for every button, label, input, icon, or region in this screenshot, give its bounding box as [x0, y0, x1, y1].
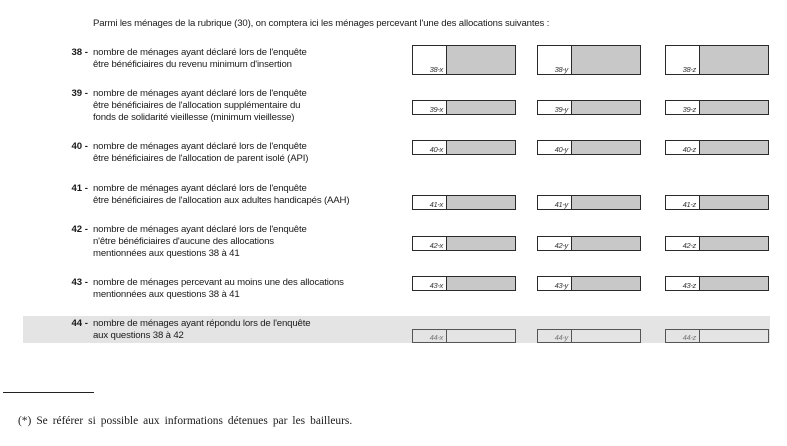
- field-code: 42-x: [429, 241, 443, 250]
- question-number: 39 -: [71, 88, 88, 99]
- input-field-38-x[interactable]: [412, 45, 516, 75]
- field-code-cell: [538, 277, 572, 290]
- question-line: nombre de ménages ayant répondu lors de l'enquête: [93, 318, 311, 329]
- question-number: 43 -: [71, 277, 88, 288]
- question-line: fonds de solidarité vieillesse (minimum vieillesse): [93, 111, 295, 123]
- field-code: 43-z: [682, 281, 696, 290]
- field-code-cell: [538, 101, 572, 114]
- input-field-41-x[interactable]: [412, 195, 516, 210]
- input-field-42-z[interactable]: [665, 236, 769, 251]
- field-code: 41-x: [429, 200, 443, 209]
- field-code: 43-x: [429, 281, 443, 290]
- field-code-cell: [538, 196, 572, 209]
- input-field-41-y[interactable]: [537, 195, 641, 210]
- question-line: n'être bénéficiaires d'aucune des allocations: [93, 235, 274, 247]
- question-number: 42 -: [71, 224, 88, 235]
- field-code-cell: [538, 330, 572, 342]
- question-line: être bénéficiaires de l'allocation supplémentaire du: [93, 99, 301, 111]
- input-field-42-y[interactable]: [537, 236, 641, 251]
- field-code: 39-x: [429, 105, 443, 114]
- question-text: [93, 318, 310, 342]
- field-code: 38-y: [554, 65, 568, 74]
- field-code: 42-z: [682, 241, 696, 250]
- input-field-38-z[interactable]: [665, 45, 769, 75]
- input-field-41-z[interactable]: [665, 195, 769, 210]
- field-code-cell: [413, 101, 447, 114]
- field-code: 40-y: [554, 145, 568, 154]
- question-line: mentionnées aux questions 38 à 41: [93, 247, 240, 259]
- field-code: 44-z: [682, 333, 696, 342]
- field-code-cell: [666, 277, 700, 290]
- field-code: 42-y: [554, 241, 568, 250]
- question-text: [93, 224, 307, 259]
- input-field-44-y[interactable]: [537, 329, 641, 343]
- question-text: [93, 277, 344, 301]
- question-text: [93, 47, 307, 71]
- field-code-cell: [666, 196, 700, 209]
- field-code: 40-x: [429, 145, 443, 154]
- field-code: 44-x: [429, 333, 443, 342]
- field-code-cell: [666, 101, 700, 114]
- question-number: 40 -: [71, 141, 88, 152]
- question-number: 44 -: [71, 318, 88, 329]
- input-field-39-x[interactable]: [412, 100, 516, 115]
- question-line: nombre de ménages ayant déclaré lors de l'enquête: [93, 183, 307, 194]
- field-code: 41-z: [682, 200, 696, 209]
- field-code: 38-x: [429, 65, 443, 74]
- question-text: [93, 183, 349, 207]
- question-number: 38 -: [71, 47, 88, 58]
- input-field-39-y[interactable]: [537, 100, 641, 115]
- input-field-44-x[interactable]: [412, 329, 516, 343]
- question-line: mentionnées aux questions 38 à 41: [93, 288, 240, 300]
- question-line: nombre de ménages percevant au moins une des allocations: [93, 277, 344, 288]
- question-line: nombre de ménages ayant déclaré lors de l'enquête: [93, 141, 307, 152]
- input-field-43-y[interactable]: [537, 276, 641, 291]
- input-field-38-y[interactable]: [537, 45, 641, 75]
- field-code-cell: [538, 141, 572, 154]
- field-code-cell: [413, 46, 447, 74]
- field-code-cell: [413, 141, 447, 154]
- question-text: [93, 88, 307, 123]
- question-line: aux questions 38 à 42: [93, 329, 184, 341]
- field-code-cell: [666, 330, 700, 342]
- field-code-cell: [413, 330, 447, 342]
- question-line: nombre de ménages ayant déclaré lors de l'enquête: [93, 47, 307, 58]
- field-code: 44-y: [554, 333, 568, 342]
- input-field-42-x[interactable]: [412, 236, 516, 251]
- field-code: 40-z: [682, 145, 696, 154]
- question-number: 41 -: [71, 183, 88, 194]
- field-code: 39-z: [682, 105, 696, 114]
- question-line: être bénéficiaires du revenu minimum d'insertion: [93, 58, 292, 70]
- question-line: être bénéficiaires de l'allocation aux adultes handicapés (AAH): [93, 194, 350, 206]
- field-code-cell: [413, 277, 447, 290]
- field-code: 41-y: [554, 200, 568, 209]
- input-field-39-z[interactable]: [665, 100, 769, 115]
- field-code-cell: [666, 46, 700, 74]
- field-code-cell: [413, 237, 447, 250]
- footnote-separator: [3, 392, 94, 393]
- input-field-44-z[interactable]: [665, 329, 769, 343]
- field-code-cell: [666, 237, 700, 250]
- input-field-40-z[interactable]: [665, 140, 769, 155]
- field-code-cell: [538, 46, 572, 74]
- input-field-43-z[interactable]: [665, 276, 769, 291]
- field-code: 43-y: [554, 281, 568, 290]
- input-field-40-x[interactable]: [412, 140, 516, 155]
- question-text: [93, 141, 308, 165]
- intro-text: Parmi les ménages de la rubrique (30), on comptera ici les ménages percevant l'une des allocations suivantes :: [93, 18, 550, 29]
- input-field-40-y[interactable]: [537, 140, 641, 155]
- field-code-cell: [666, 141, 700, 154]
- field-code-cell: [413, 196, 447, 209]
- field-code-cell: [538, 237, 572, 250]
- footnote: (*) Se référer si possible aux informations détenues par les bailleurs.: [18, 415, 353, 427]
- field-code: 38-z: [682, 65, 696, 74]
- input-field-43-x[interactable]: [412, 276, 516, 291]
- question-line: nombre de ménages ayant déclaré lors de l'enquête: [93, 224, 307, 235]
- question-line: nombre de ménages ayant déclaré lors de l'enquête: [93, 88, 307, 99]
- question-line: être bénéficiaires de l'allocation de parent isolé (API): [93, 152, 309, 164]
- field-code: 39-y: [554, 105, 568, 114]
